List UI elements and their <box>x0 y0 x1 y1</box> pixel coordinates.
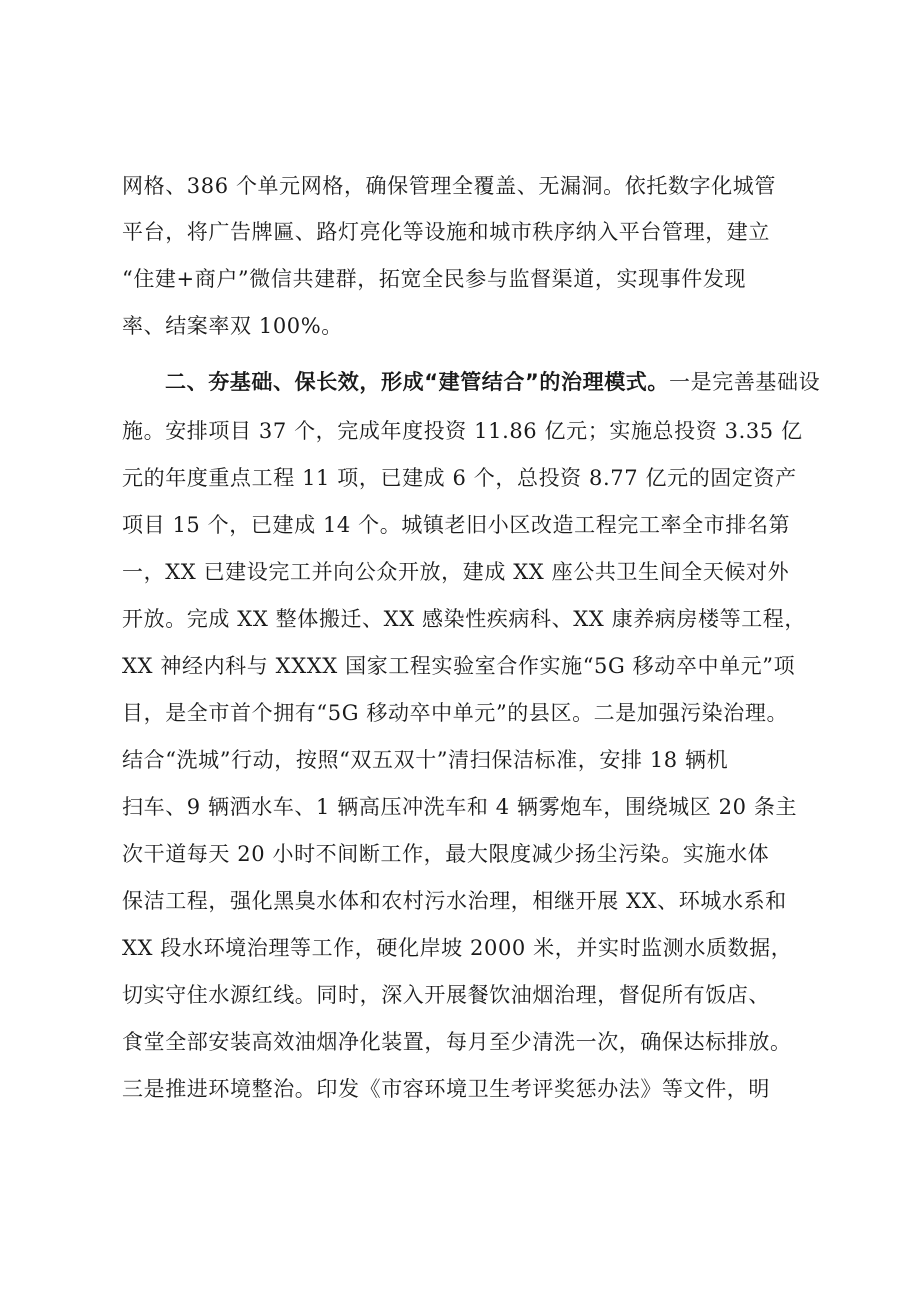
paragraph-line: 开放。完成 XX 整体搬迁、XX 感染性疾病科、XX 康养病房楼等工程， <box>122 607 806 631</box>
paragraph-line: 率、结案率双 100%。 <box>122 314 343 338</box>
paragraph-line: 保洁工程，强化黑臭水体和农村污水治理，相继开展 XX、环城水系和 <box>122 889 787 913</box>
paragraph-line: 切实守住水源红线。同时，深入开展餐饮油烟治理，督促所有饭店、 <box>122 983 770 1007</box>
paragraph-line: “住建+商户”微信共建群，拓宽全民参与监督渠道，实现事件发现 <box>122 267 747 291</box>
paragraph-line: XX 神经内科与 XXXX 国家工程实验室合作实施“5G 移动卒中单元”项 <box>122 654 796 678</box>
paragraph-line: XX 段水环境治理等工作，硬化岸坡 2000 米，并实时监测水质数据， <box>122 936 793 960</box>
paragraph-line: 目，是全市首个拥有“5G 移动卒中单元”的县区。二是加强污染治理。 <box>122 701 789 725</box>
paragraph-line: 一，XX 已建设完工并向公众开放，建成 XX 座公共卫生间全天候对外 <box>122 560 790 584</box>
paragraph-line: 食堂全部安装高效油烟净化装置，每月至少清洗一次，确保达标排放。 <box>122 1030 792 1054</box>
paragraph-line: 结合“洗城”行动，按照“双五双十”清扫保洁标准，安排 18 辆机 <box>122 748 729 772</box>
section-heading: 二、夯基础、保长效，形成“建管结合”的治理模式。 <box>165 370 670 394</box>
paragraph-line: 次干道每天 20 小时不间断工作，最大限度减少扬尘污染。实施水体 <box>122 842 770 866</box>
paragraph-line: 项目 15 个，已建成 14 个。城镇老旧小区改造工程完工率全市排名第 <box>122 513 791 537</box>
paragraph-text: 一是完善基础设 <box>669 370 821 394</box>
paragraph-line: 元的年度重点工程 11 项，已建成 6 个，总投资 8.77 亿元的固定资产 <box>122 466 797 490</box>
paragraph-line: 三是推进环境整治。印发《市容环境卫生考评奖惩办法》等文件，明 <box>122 1077 770 1101</box>
paragraph-line: 施。安排项目 37 个，完成年度投资 11.86 亿元；实施总投资 3.35 亿 <box>122 419 803 443</box>
paragraph-line: 扫车、9 辆洒水车、1 辆高压冲洗车和 4 辆雾炮车，围绕城区 20 条主 <box>122 795 798 819</box>
paragraph-line: 平台，将广告牌匾、路灯亮化等设施和城市秩序纳入平台管理，建立 <box>122 220 770 244</box>
section-heading-line <box>165 368 821 396</box>
paragraph-line: 网格、386 个单元网格，确保管理全覆盖、无漏洞。依托数字化城管 <box>122 174 776 198</box>
